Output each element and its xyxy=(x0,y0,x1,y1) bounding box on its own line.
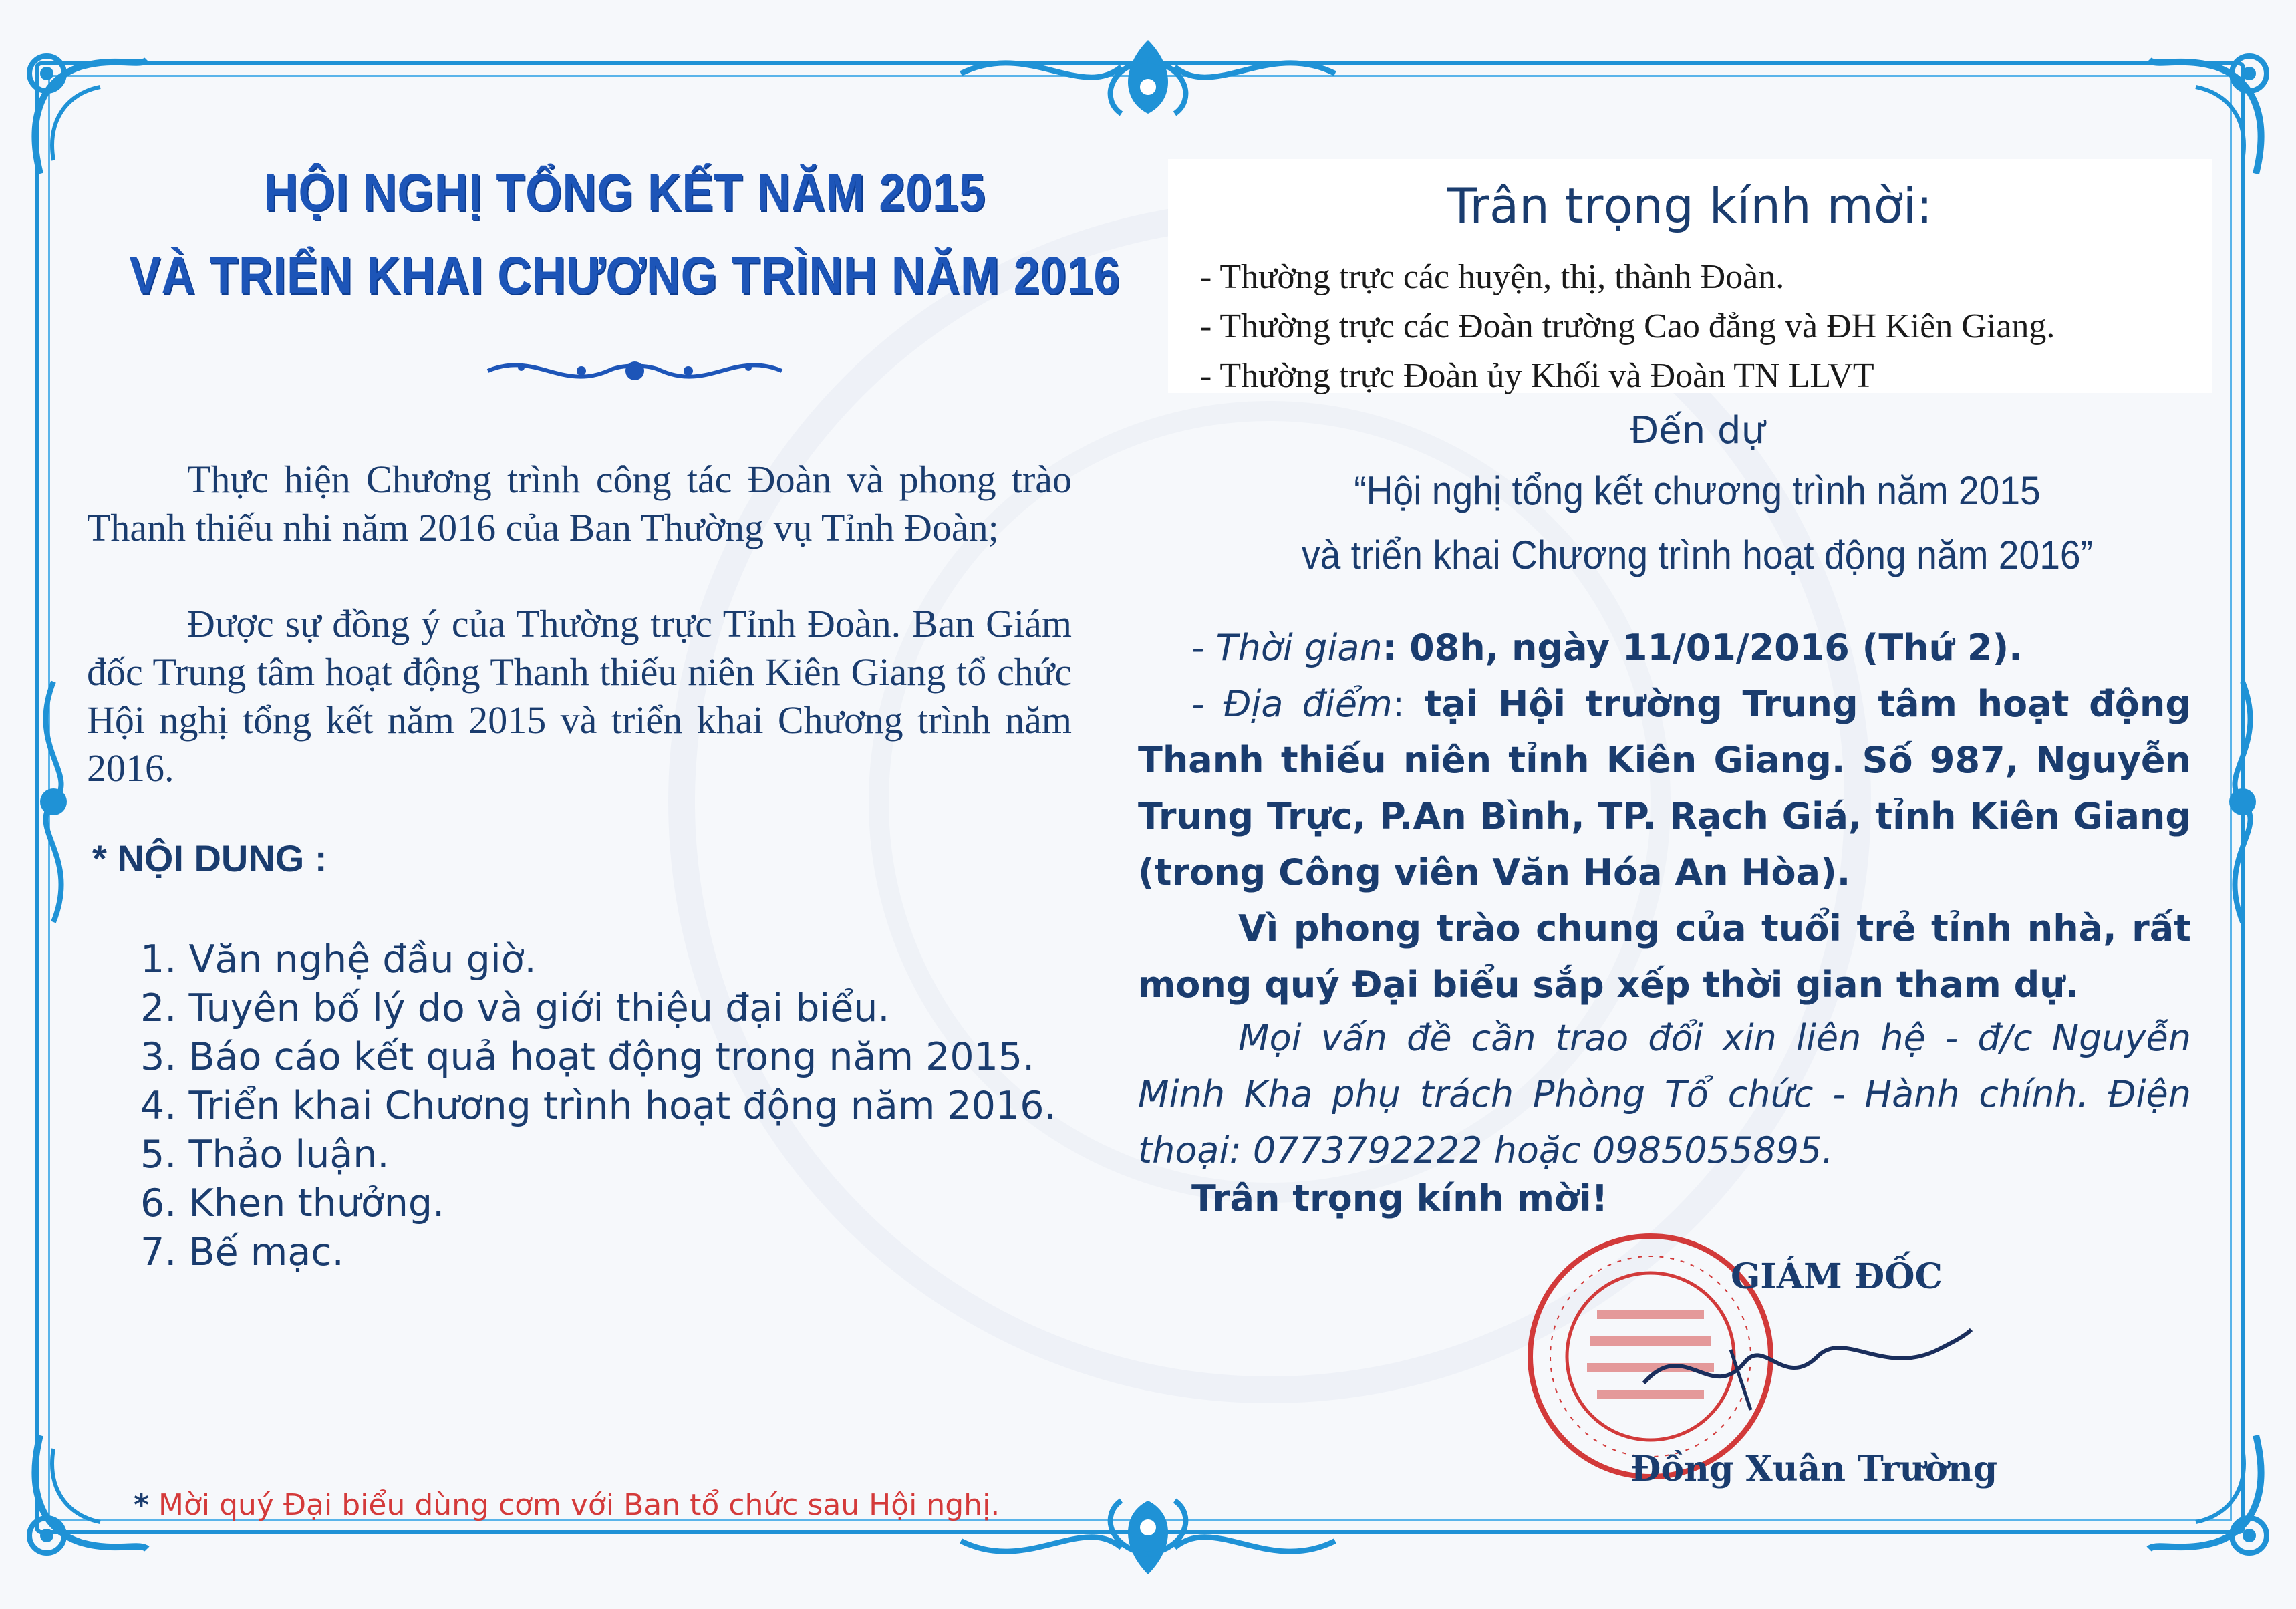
agenda-item: 3. Báo cáo kết quả hoạt động trong năm 2015. xyxy=(140,1035,1035,1079)
agenda-item: 2. Tuyên bố lý do và giới thiệu đại biểu. xyxy=(140,986,890,1030)
agenda-item: 1. Văn nghệ đầu giờ. xyxy=(140,937,537,982)
place-separator: : xyxy=(1392,683,1405,725)
handwritten-signature xyxy=(1630,1310,1978,1417)
agenda-item: 6. Khen thưởng. xyxy=(140,1181,445,1225)
footnote xyxy=(134,1488,1000,1522)
invitee-list xyxy=(1200,253,2055,401)
appeal-text: Vì phong trào chung của tuổi trẻ tỉnh nhà, rất mong quý Đại biểu sắp xếp thời gian tham dự. xyxy=(1138,907,2191,1006)
intro-paragraph-2: Được sự đồng ý của Thường trực Tỉnh Đoàn. Ban Giám đốc Trung tâm hoạt động Thanh thiếu niên Kiên Giang tổ chức Hội nghị tổng kết năm 2015 và triển khai Chương trình năm 2016. xyxy=(87,602,1072,790)
intro-paragraph-1: Thực hiện Chương trình công tác Đoàn và phong trào Thanh thiếu nhi năm 2016 của Ban Thường vụ Tỉnh Đoàn; xyxy=(87,458,1072,549)
document-title-line-1: HỘI NGHỊ TỔNG KẾT NĂM 2015 xyxy=(263,163,986,222)
content-heading: * NỘI DUNG : xyxy=(92,837,327,879)
invitee-item: - Thường trực Đoàn ủy Khối và Đoàn TN LLVT xyxy=(1200,357,1874,395)
event-time xyxy=(1138,620,2191,676)
time-label: - Thời gian xyxy=(1191,627,1383,669)
attend-label: Đến dự xyxy=(1629,409,1765,452)
place-label: - Địa điểm xyxy=(1191,683,1393,725)
time-value: : 08h, ngày 11/01/2016 (Thứ 2). xyxy=(1382,627,2023,669)
agenda-list xyxy=(140,935,1072,1277)
event-name-line-1: “Hội nghị tổng kết chương trình năm 2015 xyxy=(1354,468,2041,513)
side-ornament-left-icon xyxy=(20,668,87,935)
document-title-line-2: VÀ TRIỂN KHAI CHƯƠNG TRÌNH NĂM 2016 xyxy=(129,246,1121,305)
invitation-box xyxy=(1168,159,2212,393)
invitee-item: - Thường trực các Đoàn trường Cao đẳng và ĐH Kiên Giang. xyxy=(1200,307,2055,345)
side-ornament-right-icon xyxy=(2209,668,2276,935)
event-name-line-2: và triển khai Chương trình hoạt động năm 2016” xyxy=(1301,533,2093,577)
invitation-title: Trân trọng kính mời: xyxy=(1447,178,1933,234)
agenda-item: 7. Bế mạc. xyxy=(140,1230,344,1274)
footnote-star: * xyxy=(134,1488,150,1522)
signatory-name: Đồng Xuân Trường xyxy=(1630,1449,1998,1489)
closing-text: Trân trọng kính mời! xyxy=(1191,1177,1608,1219)
lotus-ornament-bottom-icon xyxy=(948,1487,1348,1588)
place-value: tại Hội trường Trung tâm hoạt động Thanh thiếu niên tỉnh Kiên Giang. Số 987, Nguyễn Trung Trực, P.An Bình, TP. Rạch Giá, tỉnh Kiên Giang (trong Công viên Văn Hóa An Hòa). xyxy=(1138,683,2191,893)
invitee-item: - Thường trực các huyện, thị, thành Đoàn. xyxy=(1200,258,1785,296)
agenda-item: 4. Triển khai Chương trình hoạt động năm 2016. xyxy=(140,1084,1056,1128)
contact-info: Mọi vấn đề cần trao đổi xin liên hệ - đ/c Nguyễn Minh Kha phụ trách Phòng Tổ chức - Hành chính. Điện thoại: 0773792222 hoặc 0985055895. xyxy=(1138,1017,2191,1171)
title-flourish-divider-icon xyxy=(481,347,788,394)
event-place xyxy=(1138,676,2191,901)
signatory-title: GIÁM ĐỐC xyxy=(1731,1256,1943,1297)
agenda-item: 5. Thảo luận. xyxy=(140,1133,390,1177)
lotus-ornament-top-icon xyxy=(948,27,1348,127)
corner-ornament-bottom-right-icon xyxy=(2136,1422,2283,1569)
footnote-text: Mời quý Đại biểu dùng cơm với Ban tổ chức sau Hội nghị. xyxy=(158,1488,1000,1522)
